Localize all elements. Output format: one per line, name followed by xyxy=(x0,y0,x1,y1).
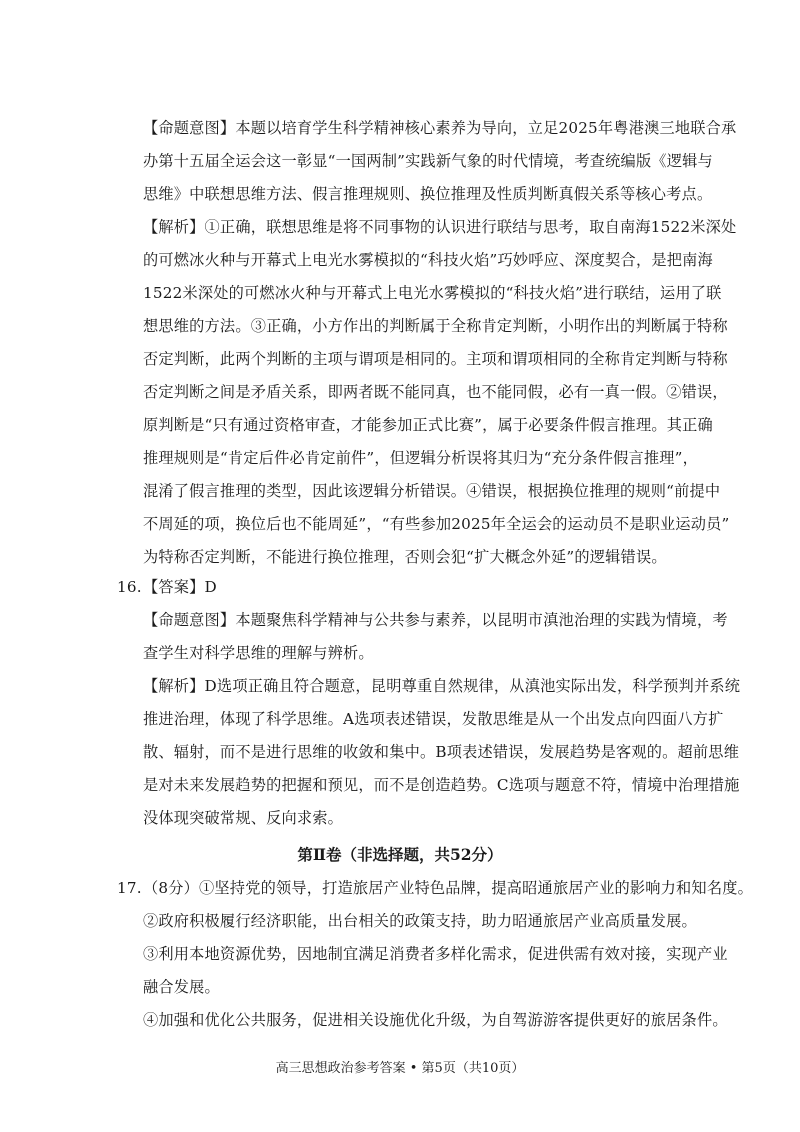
paragraph-line: 1522米深处的可燃冰火种与开幕式上电光水雾模拟的“科技火焰”进行联结，运用了联 xyxy=(143,284,722,302)
paragraph-line: 为特称否定判断，不能进行换位推理，否则会犯“扩大概念外延”的逻辑错误。 xyxy=(143,548,667,566)
paragraph-line: ④加强和优化公共服务，促进相关设施优化升级，为自驾游游客提供更好的旅居条件。 xyxy=(143,1011,728,1029)
paragraph-line: 不周延的项，换位后也不能周延”，“有些参加2025年全运会的运动员不是职业运动员” xyxy=(143,515,730,533)
paragraph-line: 是对未来发展趋势的把握和预见，而不是创造趋势。C选项与题意不符，情境中治理措施 xyxy=(143,776,740,794)
paragraph-line: 办第十五届全运会这一彰显“一国两制”实践新气象的时代情境，考查统编版《逻辑与 xyxy=(143,152,713,170)
paragraph-line: 【解析】D选项正确且符合题意，昆明尊重自然规律，从滇池实际出发，科学预判并系统 xyxy=(143,677,741,695)
answer-label: 【答案】D xyxy=(143,578,217,596)
paragraph-line: 否定判断，此两个判断的主项与谓项是相同的。主项和谓项相同的全称肯定判断与特称 xyxy=(143,350,728,368)
paragraph-line: ③利用本地资源优势，因地制宜满足消费者多样化需求，促进供需有效对接，实现产业 xyxy=(143,945,728,963)
paragraph-line: 没体现突破常规、反向求索。 xyxy=(143,809,344,827)
paragraph-line: （8分）①坚持党的领导，打造旅居产业特色品牌，提高昭通旅居产业的影响力和知名度。 xyxy=(143,879,753,897)
paragraph-line: 查学生对科学思维的理解与辨析。 xyxy=(143,644,374,662)
section-heading: 第Ⅱ卷（非选择题，共52分） xyxy=(297,845,503,864)
paragraph-line: 推理规则是“肯定后件必肯定前件”，但逻辑分析误将其归为“充分条件假言推理”， xyxy=(143,449,699,467)
paragraph-line: 想思维的方法。③正确，小方作出的判断属于全称肯定判断，小明作出的判断属于特称 xyxy=(143,317,728,335)
paragraph-line: 推进治理，体现了科学思维。A选项表述错误，发散思维是从一个出发点向四面八方扩 xyxy=(143,710,724,728)
question-number: 17. xyxy=(117,879,142,897)
paragraph-line: 融合发展。 xyxy=(143,978,220,996)
paragraph-line: 否定判断之间是矛盾关系，即两者既不能同真，也不能同假，必有一真一假。②错误， xyxy=(143,383,728,401)
paragraph-line: 思维》中联想思维方法、假言推理规则、换位推理及性质判断真假关系等核心考点。 xyxy=(143,185,713,203)
page-footer: 高三思想政治参考答案 • 第5页（共10页） xyxy=(275,1061,525,1076)
paragraph-line: 原判断是“只有通过资格审查，才能参加正式比赛”，属于必要条件假言推理。其正确 xyxy=(143,416,713,434)
paragraph-line: ②政府积极履行经济职能，出台相关的政策支持，助力昭通旅居产业高质量发展。 xyxy=(143,912,697,930)
paragraph-line: 混淆了假言推理的类型，因此该逻辑分析错误。④错误，根据换位推理的规则“前提中 xyxy=(143,482,721,500)
paragraph-line: 【命题意图】本题以培育学生科学精神核心素养为导向，立足2025年粤港澳三地联合承 xyxy=(143,119,737,137)
paragraph-line: 散、辐射，而不是进行思维的收敛和集中。B项表述错误，发展趋势是客观的。超前思维 xyxy=(143,743,740,761)
paragraph-line: 【解析】①正确，联想思维是将不同事物的认识进行联结与思考，取自南海1522米深处 xyxy=(143,218,737,236)
paragraph-line: 的可燃冰火种与开幕式上电光水雾模拟的“科技火焰”巧妙呼应、深度契合，是把南海 xyxy=(143,251,713,269)
question-number: 16. xyxy=(117,578,142,596)
paragraph-line: 【命题意图】本题聚焦科学精神与公共参与素养，以昆明市滇池治理的实践为情境，考 xyxy=(143,611,728,629)
